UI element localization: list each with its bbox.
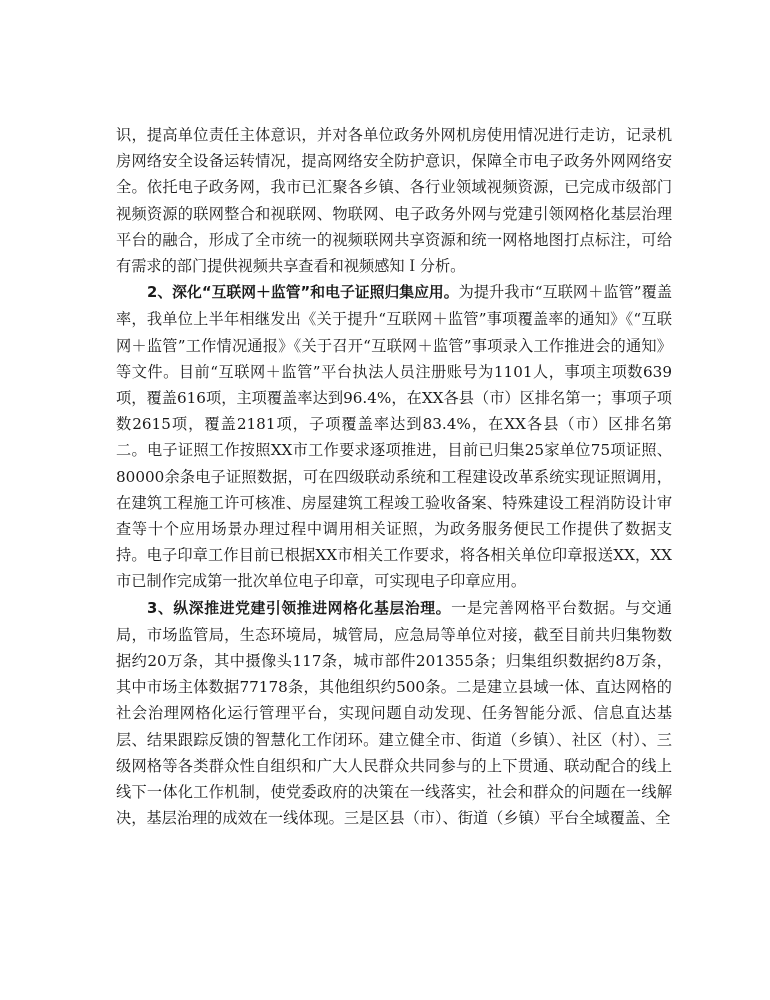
- paragraph-text: 一是完善网格平台数据。与交通局，市场监管局，生态环境局，城管局，应急局等单位对接，截至目前共归集物数据约20万条，其中摄像头117条，城市部件201355条；归集组织数据约8万条，其中市场主体数据77178条，其他组织约500条。二是建立县域一体、直达网格的社会治理网格化运行管理平台，实现问题自动发现、任务智能分派、信息直达基层、结果跟踪反馈的智慧化工作闭环。建立健全市、街道（乡镇）、社区（村）、三级网格等各类群众性自组织和广大人民群众共同参与的上下贯通、联动配合的线上线下一体化工作机制，使党委政府的决策在一线落实，社会和群众的问题在一线解决，基层治理的成效在一线体现。三是区县（市）、街道（乡镇）平台全域覆盖、全: [116, 598, 672, 828]
- paragraph-text: 识，提高单位责任主体意识，并对各单位政务外网机房使用情况进行走访，记录机房网络安全设备运转情况，提高网络安全防护意识，保障全市电子政务外网网络安全。依托电子政务网，我市已汇聚各乡镇、各行业领域视频资源，已完成市级部门视频资源的联网整合和视联网、物联网、电子政务外网与党建引领网格化基层治理平台的融合，形成了全市统一的视频联网共享资源和统一网格地图打点标注，可给有需求的部门提供视频共享查看和视频感知Ｉ分析。: [116, 126, 672, 276]
- paragraph-3: [116, 595, 672, 832]
- paragraph-heading: 2、深化“互联网＋监管”和电子证照归集应用。: [147, 284, 459, 302]
- document-body: [116, 122, 672, 831]
- paragraph-2: [116, 279, 672, 594]
- paragraph-text: 为提升我市“互联网＋监管”覆盖率，我单位上半年相继发出《关于提升“互联网＋监管”事项覆盖率的通知》《“互联网＋监管”工作情况通报》《关于召开“互联网＋监管”事项录入工作推进会的通知》等文件。目前“互联网＋监管”平台执法人员注册账号为1101人，事项主项数639项，覆盖616项，主项覆盖率达到96.4%，在XX各县（市）区排名第一；事项子项数2615项，覆盖2181项，子项覆盖率达到83.4%，在XX各县（市）区排名第二。电子证照工作按照XX市工作要求逐项推进，目前已归集25家单位75项证照、80000余条电子证照数据，可在四级联动系统和工程建设改革系统实现证照调用，在建筑工程施工许可核准、房屋建筑工程竣工验收备案、特殊建设工程消防设计审查等十个应用场景办理过程中调用相关证照，为政务服务便民工作提供了数据支持。电子印章工作目前已根据XX市相关工作要求，将各相关单位印章报送XX，XX市已制作完成第一批次单位电子印章，可实现电子印章应用。: [116, 283, 673, 591]
- paragraph-heading: 3、纵深推进党建引领推进网格化基层治理。: [147, 599, 452, 617]
- paragraph-1: [116, 122, 672, 279]
